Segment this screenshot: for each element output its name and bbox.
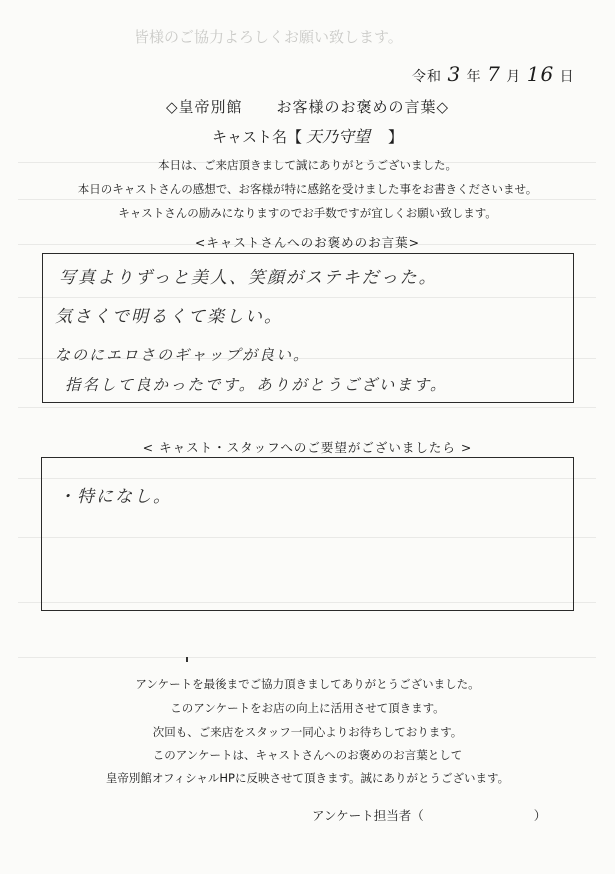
closing-line-3: 次回も、ご来店をスタッフ一同心よりお待ちしております。 [152, 725, 463, 739]
date-month: 7 [487, 62, 501, 86]
intro-line-1: 本日は、ご来店頂きまして誠にありがとうございました。 [158, 158, 457, 172]
praise-line: 指名して良かったです。ありがとうございます。 [65, 376, 448, 394]
praise-heading: <キャストさんへのお褒めのお言葉> [194, 235, 421, 250]
cast-name-row [0, 124, 615, 147]
survey-staff-field [312, 806, 546, 824]
cast-name-value: 天乃守望 [305, 127, 370, 146]
intro-line-2: 本日のキャストさんの感想で、お客様が特に感銘を受けました事をお書きくださいませ。 [77, 182, 538, 196]
cast-name-close: 】 [388, 128, 404, 146]
date-year-unit: 年 [466, 69, 482, 85]
requests-heading: < キャスト・スタッフへのご要望がございましたら > [142, 440, 473, 455]
intro-line-3: キャストさんの励みになりますのでお手数ですが宜しくお願い致します。 [118, 206, 497, 220]
closing-line-4: このアンケートは、キャストさんへのお褒めのお言葉として [152, 748, 463, 762]
survey-date [412, 62, 575, 86]
title-text: お客様のお褒めの言葉◇ [276, 98, 450, 116]
bleed-through-text: 皆様のご協力よろしくお願い致します。 [134, 28, 403, 46]
closing-line-1: アンケートを最後までご協力頂きましてありがとうございました。 [135, 677, 480, 691]
page-title [0, 96, 615, 117]
date-day-unit: 日 [559, 69, 575, 85]
store-name: ◇皇帝別館 [165, 98, 243, 116]
closing-line-5: 皇帝別館オフィシャルHPに反映させて頂きます。誠にありがとうございます。 [105, 771, 510, 785]
requests-box [41, 457, 574, 611]
date-month-unit: 月 [506, 69, 522, 85]
closing-line-2: このアンケートをお店の向上に活用させて頂きます。 [170, 701, 445, 715]
request-line: ・特になし。 [58, 487, 172, 507]
date-era: 令和 [412, 69, 442, 85]
date-year: 3 [447, 62, 462, 86]
date-day: 16 [526, 62, 555, 86]
survey-staff-label: アンケート担当者（ [312, 808, 424, 823]
praise-box [42, 253, 574, 403]
pen-mark [186, 657, 188, 662]
praise-line: 写真よりずっと美人、笑顔がステキだった。 [59, 268, 438, 288]
praise-line: なのにエロさのギャップが良い。 [55, 346, 311, 364]
survey-staff-close: ） [533, 808, 547, 823]
cast-name-label: キャスト名【 [211, 128, 302, 146]
praise-line: 気さくで明るくて楽しい。 [55, 307, 283, 327]
